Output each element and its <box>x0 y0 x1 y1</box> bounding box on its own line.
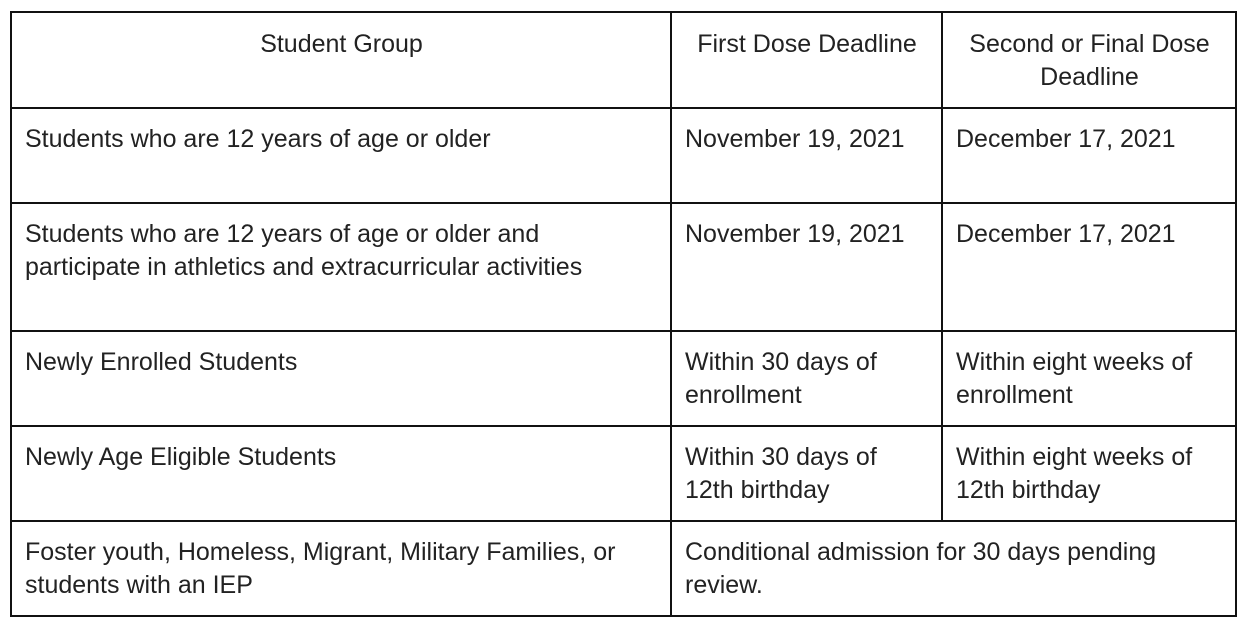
header-first-dose-deadline: First Dose Deadline <box>671 12 942 108</box>
second-dose-cell: Within eight weeks of 12th birthday <box>942 426 1236 521</box>
vaccination-deadline-table <box>10 11 1237 617</box>
student-group-cell: Newly Enrolled Students <box>11 331 671 426</box>
table-header-row <box>11 12 1236 108</box>
first-dose-cell: Within 30 days of 12th birthday <box>671 426 942 521</box>
second-dose-cell: December 17, 2021 <box>942 203 1236 331</box>
student-group-cell: Newly Age Eligible Students <box>11 426 671 521</box>
second-dose-cell: Within eight weeks of enrollment <box>942 331 1236 426</box>
student-group-cell: Foster youth, Homeless, Migrant, Military Families, or students with an IEP <box>11 521 671 616</box>
table-row <box>11 108 1236 203</box>
first-dose-cell: November 19, 2021 <box>671 108 942 203</box>
second-dose-cell: December 17, 2021 <box>942 108 1236 203</box>
first-dose-cell: November 19, 2021 <box>671 203 942 331</box>
student-group-cell: Students who are 12 years of age or older <box>11 108 671 203</box>
table-row <box>11 521 1236 616</box>
header-student-group: Student Group <box>11 12 671 108</box>
first-dose-cell: Within 30 days of enrollment <box>671 331 942 426</box>
student-group-cell: Students who are 12 years of age or older and participate in athletics and extracurricular activities <box>11 203 671 331</box>
table-row <box>11 203 1236 331</box>
conditional-admission-cell: Conditional admission for 30 days pending review. <box>671 521 1236 616</box>
table-row <box>11 426 1236 521</box>
table-row <box>11 331 1236 426</box>
header-second-dose-deadline: Second or Final Dose Deadline <box>942 12 1236 108</box>
